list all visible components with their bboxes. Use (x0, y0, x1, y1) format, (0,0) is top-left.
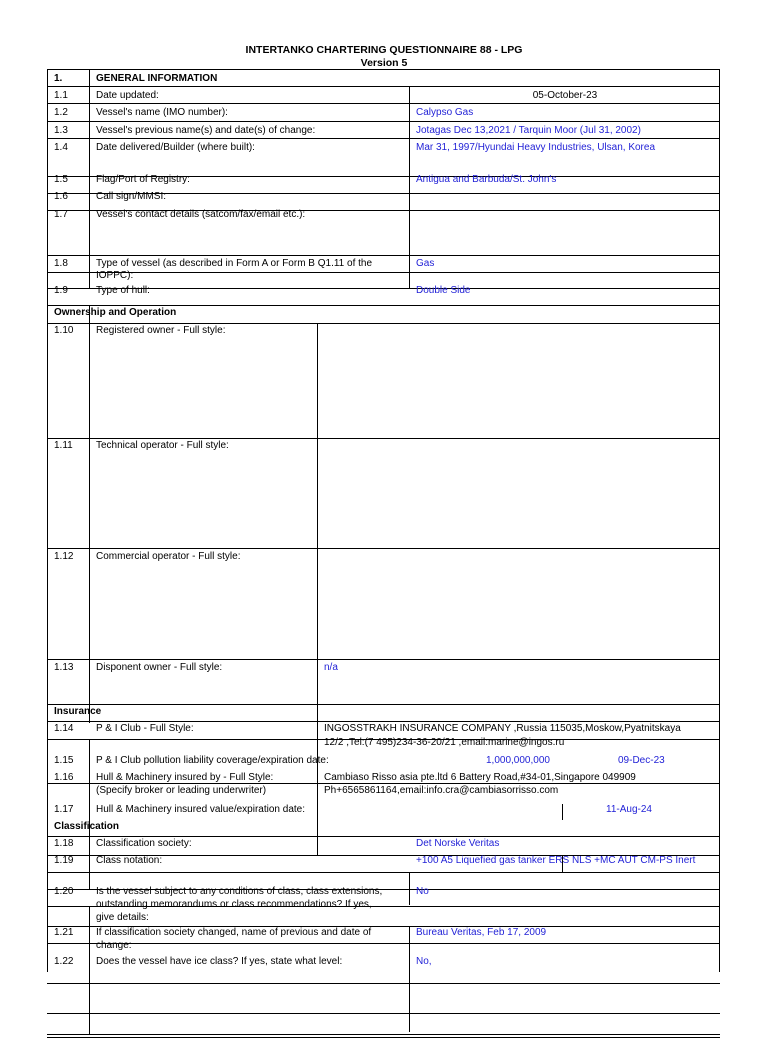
row-value-pi-club-cont: 12/2 ,Tel:(7 495)234-36-20/21 ,email:marine@ingos.ru (324, 737, 565, 748)
row-value-hull-machinery-cont: Ph+6565861164,email:info.cra@cambiasorrisso.com (324, 785, 559, 796)
row-value-vessel-name: Calypso Gas (416, 107, 474, 118)
row-label-class-conditions-cont: outstanding memorandums or class recommendations? If yes, (96, 899, 372, 910)
row-value-class-conditions: No (416, 886, 429, 897)
row-value-previous-names: Jotagas Dec 13,2021 / Tarquin Moor (Jul 31, 2002) (416, 125, 641, 136)
row-label-date-updated: Date updated: (96, 90, 159, 101)
row-number: 1.17 (54, 804, 74, 815)
row-number: 1.10 (54, 325, 74, 336)
row-value-hull-machinery: Cambiaso Risso asia pte.ltd 6 Battery Road,#34-01,Singapore 049909 (324, 772, 636, 783)
row-number: 1.13 (54, 662, 74, 673)
section-heading-classification: Classification (54, 821, 120, 832)
row-number: 1.20 (54, 886, 74, 897)
row-label-date-delivered: Date delivered/Builder (where built): (96, 142, 255, 153)
row-label-hull-type: Type of hull: (96, 285, 150, 296)
row-number: 1.21 (54, 927, 74, 938)
row-number: 1.15 (54, 755, 74, 766)
row-label-contact-details: Vessel's contact details (satcom/fax/email etc.): (96, 209, 306, 220)
row-number: 1.22 (54, 956, 74, 967)
row-label-class-conditions: Is the vessel subject to any conditions of class, class extensions, (96, 886, 383, 897)
row-number: 1.1 (54, 90, 68, 101)
row-value-hull-type: Double Side (416, 285, 471, 296)
row-number: 1.19 (54, 855, 74, 866)
row-value-class-notation: +100 A5 Liquefied gas tanker ERS NLS +MC AUT CM-PS Inert (416, 855, 696, 866)
row-number: 1.4 (54, 142, 68, 153)
row-label-vessel-type-cont: IOPPC): (96, 270, 134, 281)
row-number: 1.16 (54, 772, 74, 783)
section-heading-insurance: Insurance (54, 706, 102, 717)
row-value-pollution-amount: 1,000,000,000 (486, 755, 550, 766)
row-label-previous-names: Vessel's previous name(s) and date(s) of change: (96, 125, 316, 136)
section-heading-general-information: GENERAL INFORMATION (96, 73, 218, 84)
row-value-class-changed: Bureau Veritas, Feb 17, 2009 (416, 927, 547, 938)
row-value-pollution-date: 09-Dec-23 (618, 755, 665, 766)
row-label-call-sign: Call sign/MMSI: (96, 191, 167, 202)
row-value-date-delivered: Mar 31, 1997/Hyundai Heavy Industries, Ulsan, Korea (416, 142, 656, 153)
row-value-flag: Antigua and Barbuda/St. John's (416, 174, 557, 185)
row-number: 1.7 (54, 209, 68, 220)
row-value-ice-class: No, (416, 956, 432, 967)
row-number: 1.2 (54, 107, 68, 118)
section-heading-ownership: Ownership and Operation (54, 307, 177, 318)
row-number: 1.14 (54, 723, 74, 734)
row-label-class-changed: If classification society changed, name of previous and date of (96, 927, 372, 938)
row-value-class-society: Det Norske Veritas (416, 838, 500, 849)
row-label-flag: Flag/Port of Registry: (96, 174, 190, 185)
row-value-date-updated: 05-October-23 (532, 90, 598, 101)
row-label-pollution-liability: P & I Club pollution liability coverage/expiration date: (96, 755, 329, 766)
row-number: 1.5 (54, 174, 68, 185)
row-label-class-society: Classification society: (96, 838, 192, 849)
row-label-class-notation: Class notation: (96, 855, 163, 866)
row-value-vessel-type: Gas (416, 258, 435, 269)
row-label-vessel-name: Vessel's name (IMO number): (96, 107, 228, 118)
row-number: 1.11 (54, 440, 73, 451)
row-number: 1.12 (54, 551, 74, 562)
row-label-class-conditions-cont2: give details: (96, 912, 149, 923)
row-number: 1.3 (54, 125, 68, 136)
row-label-pi-club: P & I Club - Full Style: (96, 723, 194, 734)
row-number: 1.8 (54, 258, 68, 269)
row-label-commercial-operator: Commercial operator - Full style: (96, 551, 241, 562)
row-value-disponent-owner: n/a (324, 662, 338, 673)
row-label-disponent-owner: Disponent owner - Full style: (96, 662, 223, 673)
row-number: 1.18 (54, 838, 74, 849)
section-number: 1. (54, 73, 63, 84)
row-number: 1.6 (54, 191, 68, 202)
row-value-hm-date: 11-Aug-24 (606, 804, 652, 815)
row-label-vessel-type: Type of vessel (as described in Form A or Form B Q1.11 of the (96, 258, 373, 269)
document-title: INTERTANKO CHARTERING QUESTIONNAIRE 88 - LPG (245, 44, 523, 56)
row-label-hm-insured-value: Hull & Machinery insured value/expiration date: (96, 804, 305, 815)
row-label-hull-machinery-cont: (Specify broker or leading underwriter) (96, 785, 267, 796)
row-value-pi-club: INGOSSTRAKH INSURANCE COMPANY ,Russia 115035,Moskow,Pyatnitskaya (324, 723, 681, 734)
row-label-registered-owner: Registered owner - Full style: (96, 325, 226, 336)
row-number: 1.9 (54, 285, 68, 296)
row-label-class-changed-cont: change: (96, 940, 132, 951)
row-label-technical-operator: Technical operator - Full style: (96, 440, 229, 451)
document-version: Version 5 (360, 57, 408, 69)
row-label-hull-machinery: Hull & Machinery insured by - Full Style: (96, 772, 274, 783)
row-label-ice-class: Does the vessel have ice class? If yes, state what level: (96, 956, 343, 967)
